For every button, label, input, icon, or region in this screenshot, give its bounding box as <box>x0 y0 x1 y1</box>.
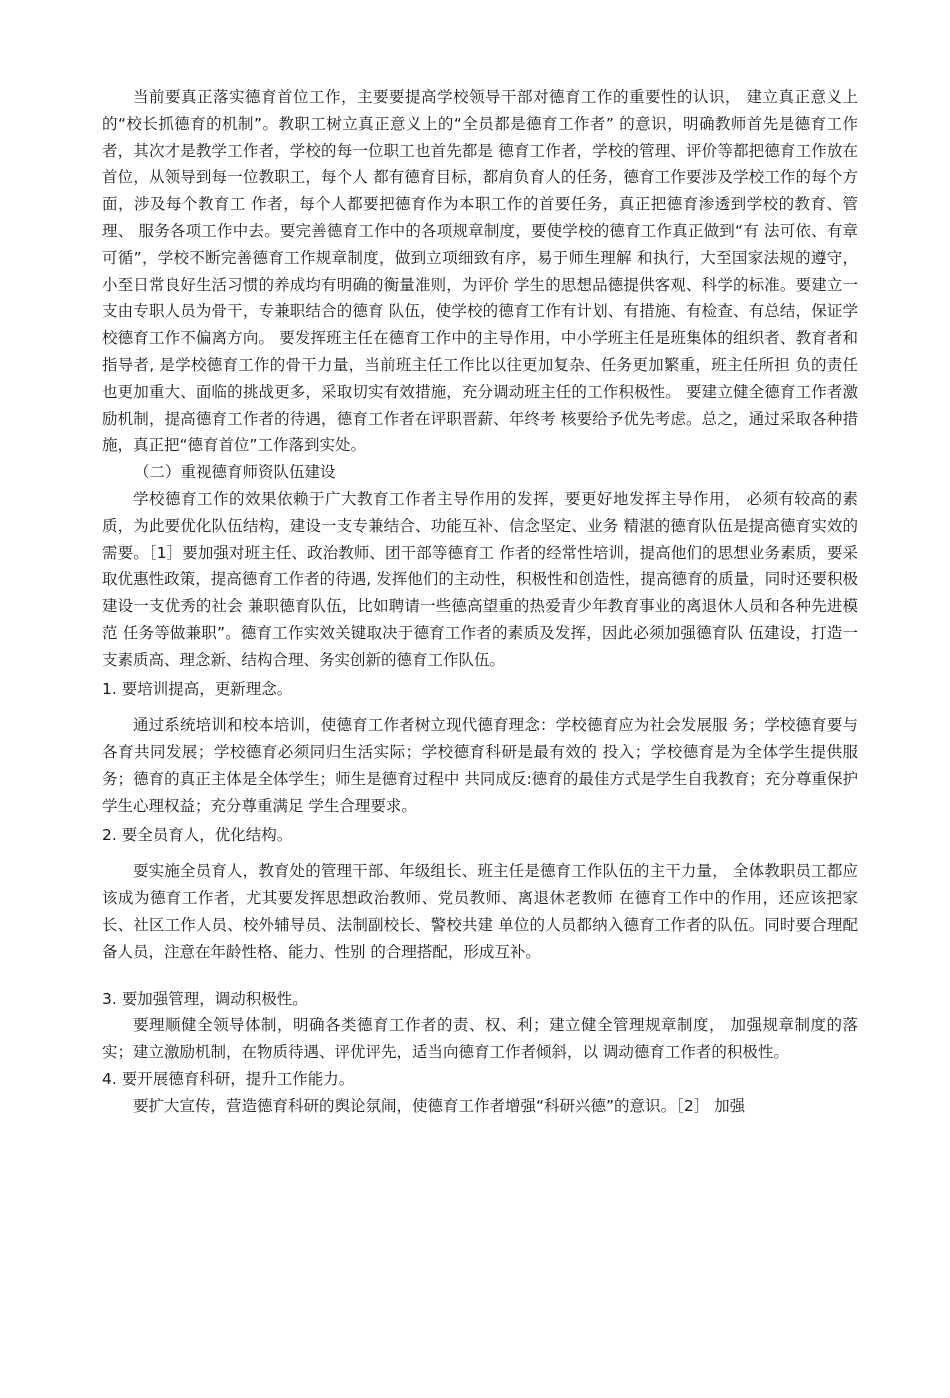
section-heading-teacher-team: （二）重视德育师资队伍建设 <box>134 463 336 482</box>
list-item-heading-research: 4. 要开展德育科研，提升工作能力。 <box>102 1069 355 1088</box>
list-item-text-management: 要理顺健全领导体制，明确各类德育工作者的责、权、利；建立健全管理规章制度， 加强规章制度的落实；建立激励机制，在物质待遇、评优评先，适当向德育工作者倾斜，以 调动德育工作者的积极性。 <box>102 1016 858 1062</box>
paragraph-teacher-team: 学校德育工作的效果依赖于广大教育工作者主导作用的发挥，要更好地发挥主导作用， 必须有较高的素质，为此要优化队伍结构，建设一支专兼结合、功能互补、信念坚定、业务 精湛的德育队伍是提高德育实效的需要。［1］要加强对班主任、政治教师、团干部等德育工 作者的经常性培训，提高他们的思想业务素质，要采取优惠性政策，提高德育工作者的待遇, 发挥他们的主动性，积极性和创造性，提高德育的质量，同时还要积极建设一支优秀的社会 兼职德育队伍，比如聘请一些德高望重的热爱青少年教育事业的离退休人员和各种先进模范 任务等做兼职”。德育工作实效关键取决于德育工作者的素质及发挥，因此必须加强德育队 伍建设，打造一支素质高、理念新、结构合理、务实创新的德育工作队伍。 <box>102 489 858 669</box>
list-item-text-training: 通过系统培训和校本培训，使德育工作者树立现代德育理念：学校德育应为社会发展服 务；学校德育要与各育共同发展；学校德育必须同归生活实际；学校德育科研是最有效的 投入；学校德育是为全体学生提供服务；德育的真正主体是全体学生；师生是德育过程中 共同成反:德育的最佳方式是学生自我教育；充分尊重保护学生心理权益；充分尊重满足 学生合理要求。 <box>102 716 858 815</box>
paragraph-moral-priority: 当前要真正落实德育首位工作，主要要提高学校领导干部对德育工作的重要性的认识， 建立真正意义上的“校长抓德育的机制”。教职工树立真正意义上的“全员都是德育工作者” 的意识，明确教师首先是德育工作者，其次才是教学工作者，学校的每一位职工也首先都是 德育工作者，学校的管理、评价等都把德育工作放在首位，从领导到每一位教职工，每个人 都有德育目标，都肩负育人的任务，德育工作要涉及学校工作的每个方面，涉及每个教育工 作者，每个人都要把德育作为本职工作的首要任务，真正把德育渗透到学校的教育、管理、 服务各项工作中去。要完善德育工作中的各项规章制度，要使学校的德育工作真正做到“有 法可依、有章可循”，学校不断完善德育工作规章制度，做到立项细致有序，易于师生理解 和执行，大至国家法规的遵守，小至日常良好生活习惯的养成均有明确的衡量准则，为评价 学生的思想品德提供客观、科学的标准。要建立一支由专职人员为骨干，专兼职结合的德育 队伍，使学校的德育工作有计划、有措施、有检查、有总结，保证学校德育工作不偏离方向。 要发挥班主任在德育工作中的主导作用，中小学班主任是班集体的组织者、教育者和指导者, 是学校德育工作的骨干力量，当前班主任工作比以往更加复杂、任务更加繁重，班主任所担 负的责任也更加重大、面临的挑战更多，采取切实有效措施，充分调动班主任的工作积极性。 要建立健全德育工作者激励机制，提高德育工作者的待遇，德育工作者在评职晋薪、年终考 核要给予优先考虑。总之，通过采取各种措施，真正把“德育首位”工作落到实处。 <box>102 88 858 455</box>
list-item-text-research: 要扩大宣传，营造德育科研的舆论氛闹，使德育工作者增强“科研兴德”的意识。［2］ 加强 <box>133 1096 746 1115</box>
list-item-heading-management: 3. 要加强管理，调动积极性。 <box>102 989 308 1008</box>
list-item-heading-training: 1. 要培训提高，更新理念。 <box>102 679 293 698</box>
list-item-heading-all-staff: 2. 要全员育人，优化结构。 <box>102 825 293 844</box>
list-item-text-all-staff: 耍实施全员育人，教育处的管理干部、年级组长、班主任是德育工作队伍的主干力量， 全体教职员工都应该成为德育工作者，尤其要发挥思想政治教师、党员教师、离退休老教师 在德育工作中的作用，还应该把家长、社区工作人员、校外辅导员、法制副校长、警校共建 单位的人员都纳入德育工作者的队伍。同时要合理配备人员，注意在年龄性格、能力、性别 的合理搭配，形成互补。 <box>102 862 858 961</box>
document-page <box>102 84 858 1119</box>
